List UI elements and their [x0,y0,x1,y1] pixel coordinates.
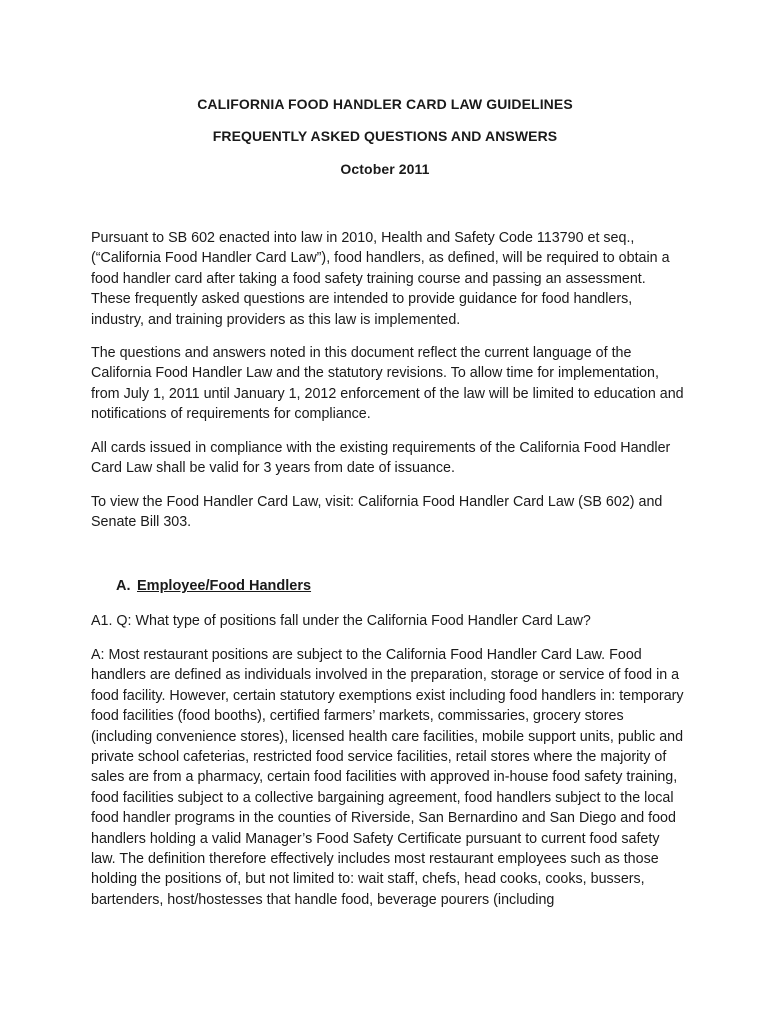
intro-paragraph-1 [91,228,685,330]
intro-paragraph-4-text: To view the Food Handler Card Law, visit: California Food Handler Card Law (SB 602) and Senate Bill 303. [91,494,663,531]
intro-paragraph-2 [91,343,685,425]
intro-paragraph-2-text: The questions and answers noted in this document reflect the current language of the California Food Handler Law and the statutory revisions. To allow time for implementation, from July 1, 2011 until January 1, 2012 enforcement of the law will be limited to education and notifications of requirements for compliance. [91,345,684,423]
section-a-title: Employee/Food Handlers [137,578,312,594]
document-title: CALIFORNIA FOOD HANDLER CARD LAW GUIDELINES [197,96,573,112]
answer-a1-text: A: Most restaurant positions are subject to the California Food Handler Card Law. Food handlers are defined as individuals involved in the preparation, storage or service of food in a food facility. However, certain statutory exemptions exist including food handlers in: temporary food facilities (food booths), certified farmers’ markets, commissaries, grocery stores (including convenience stores), licensed health care facilities, mobile support units, public and private school cafeterias, restricted food service facilities, retail stores where the majority of sales are from a pharmacy, certain food facilities with approved in-house food safety training, food facilities subject to a collective bargaining agreement, food handlers subject to the local food handler programs in the counties of Riverside, San Bernardino and San Diego and food handlers holding a valid Manager’s Food Safety Certificate pursuant to current food safety law. The definition therefore effectively includes most restaurant employees such as those holding the positions of, but not limited to: wait staff, chefs, head cooks, cooks, bussers, bartenders, host/hostesses that handle food, beverage pourers (including [91,647,684,908]
intro-paragraph-3 [91,438,685,479]
section-a-letter: A. [116,578,131,594]
intro-paragraph-4 [91,492,685,533]
document-date: October 2011 [340,161,430,177]
question-a1-text: A1. Q: What type of positions fall under the California Food Handler Card Law? [91,613,591,629]
intro-paragraph-3-text: All cards issued in compliance with the existing requirements of the California Food Handler Card Law shall be valid for 3 years from date of issuance. [91,440,671,477]
document-subtitle: FREQUENTLY ASKED QUESTIONS AND ANSWERS [212,128,558,144]
intro-paragraph-1-text: Pursuant to SB 602 enacted into law in 2010, Health and Safety Code 113790 et seq., (“California Food Handler Card Law”), food handlers, as defined, will be required to obtain a food handler card after taking a food safety training course and passing an assessment. These frequently asked questions are intended to provide guidance for food handlers, industry, and training providers as this law is implemented. [91,230,670,328]
question-a1 [91,611,685,631]
section-a-heading [116,578,311,594]
answer-a1 [91,645,685,910]
